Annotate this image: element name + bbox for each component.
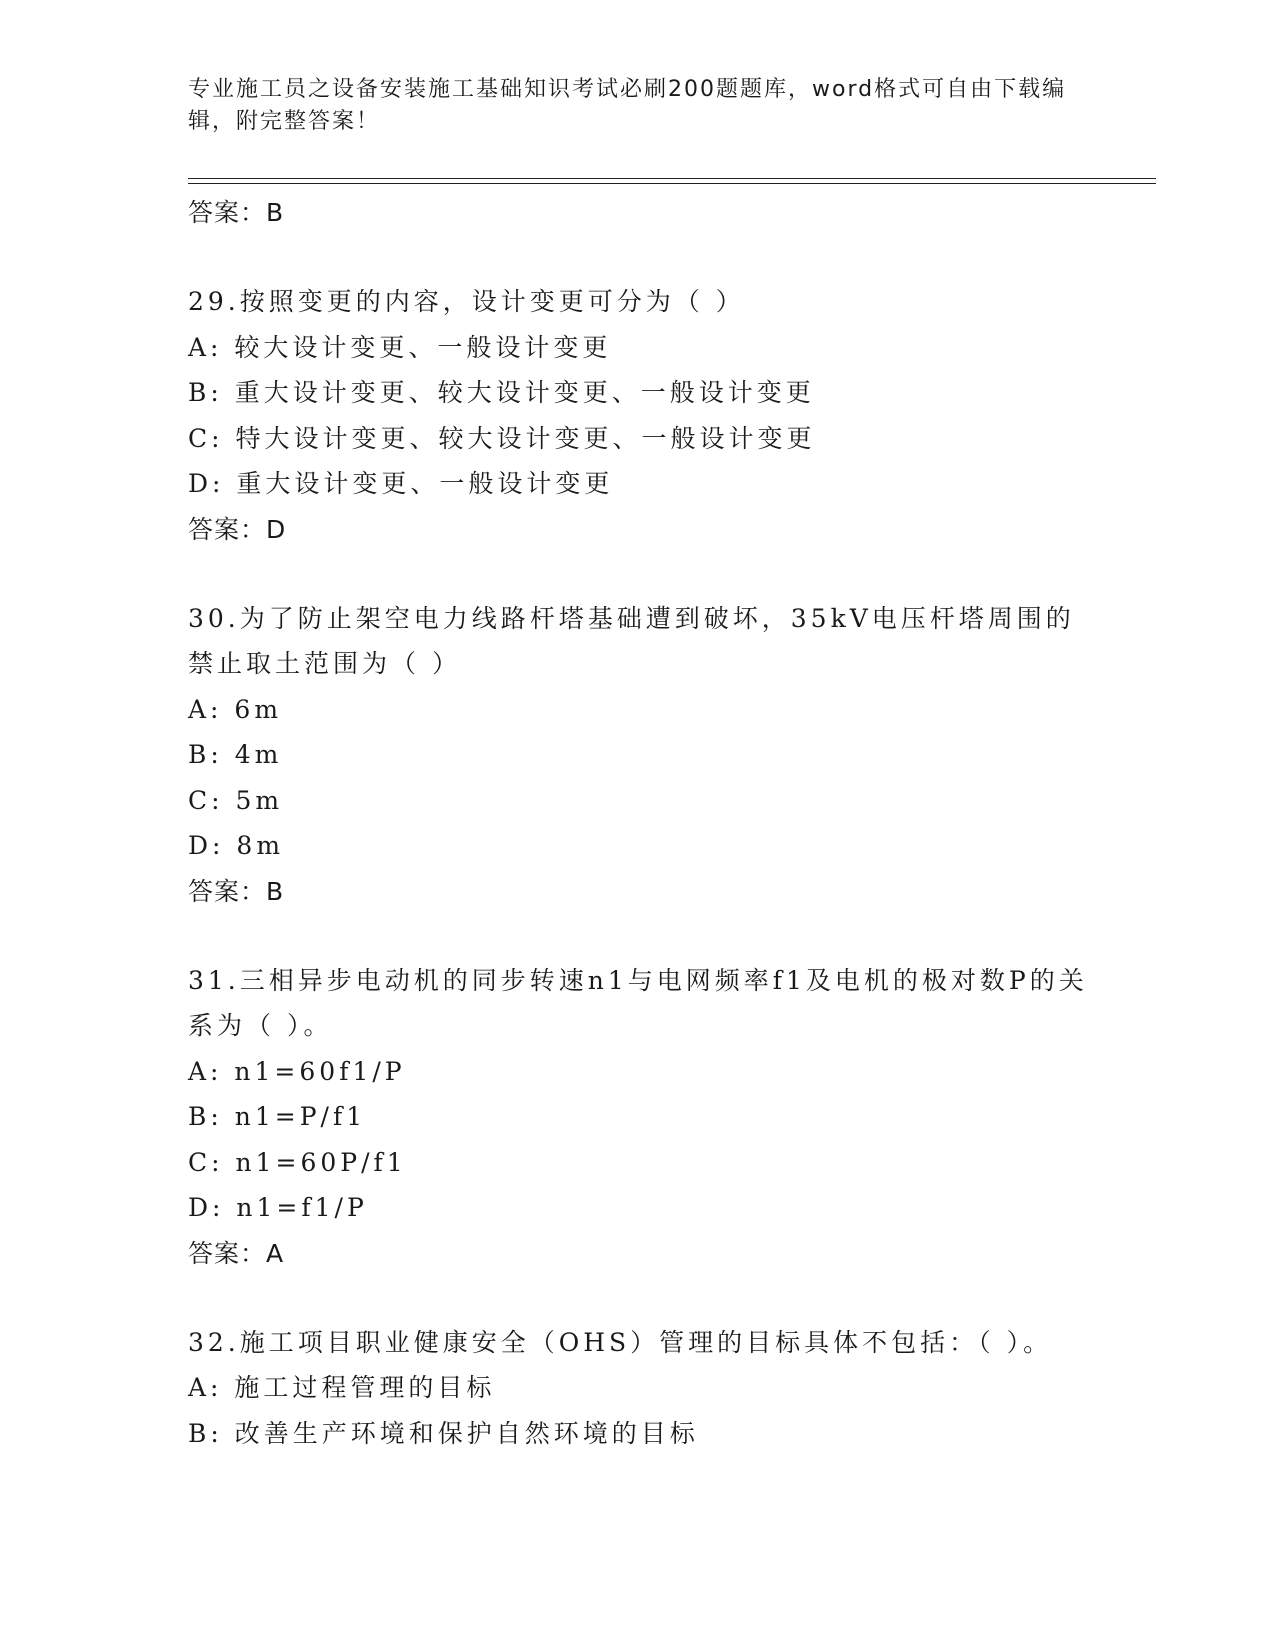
option-d: D: n1=f1/P xyxy=(188,1193,368,1222)
answer: 答案：A xyxy=(188,1238,285,1268)
option-b: B: n1=P/f1 xyxy=(188,1102,367,1131)
question-text: 31.三相异步电动机的同步转速n1与电网频率f1及电机的极对数P的关系为（ ）。 xyxy=(188,965,1088,1040)
question-29 xyxy=(188,279,1088,552)
question-list xyxy=(188,190,1088,1500)
option-b: B: 重大设计变更、较大设计变更、一般设计变更 xyxy=(188,378,815,407)
previous-answer: 答案：B xyxy=(188,198,285,227)
header-divider xyxy=(188,178,1156,184)
option-d: D: 重大设计变更、一般设计变更 xyxy=(188,469,614,498)
question-text: 32.施工项目职业健康安全（OHS）管理的目标具体不包括：（ ）。 xyxy=(188,1327,1053,1357)
option-a: A: 施工过程管理的目标 xyxy=(188,1373,496,1402)
question-31 xyxy=(188,958,1088,1276)
option-d: D: 8m xyxy=(188,831,285,860)
option-c: C: n1=60P/f1 xyxy=(188,1147,407,1177)
option-a: A: 较大设计变更、一般设计变更 xyxy=(188,332,612,362)
document-header: 专业施工员之设备安装施工基础知识考试必刷200题题库，word格式可自由下载编辑，附完整答案！ xyxy=(188,77,1067,134)
question-text: 29.按照变更的内容，设计变更可分为（ ） xyxy=(188,287,745,316)
question-text: 30.为了防止架空电力线路杆塔基础遭到破坏，35kV电压杆塔周围的禁止取土范围为（ ） xyxy=(188,603,1075,678)
option-b: B: 4m xyxy=(188,740,283,769)
option-a: A: n1=60f1/P xyxy=(188,1056,406,1086)
option-a: A: 6m xyxy=(188,694,283,724)
option-c: C: 5m xyxy=(188,785,284,815)
option-c: C: 特大设计变更、较大设计变更、一般设计变更 xyxy=(188,423,816,453)
answer: 答案：D xyxy=(188,514,287,544)
answer: 答案：B xyxy=(188,876,285,906)
option-b: B: 改善生产环境和保护自然环境的目标 xyxy=(188,1418,699,1448)
question-30 xyxy=(188,596,1088,914)
question-32 xyxy=(188,1320,1088,1457)
